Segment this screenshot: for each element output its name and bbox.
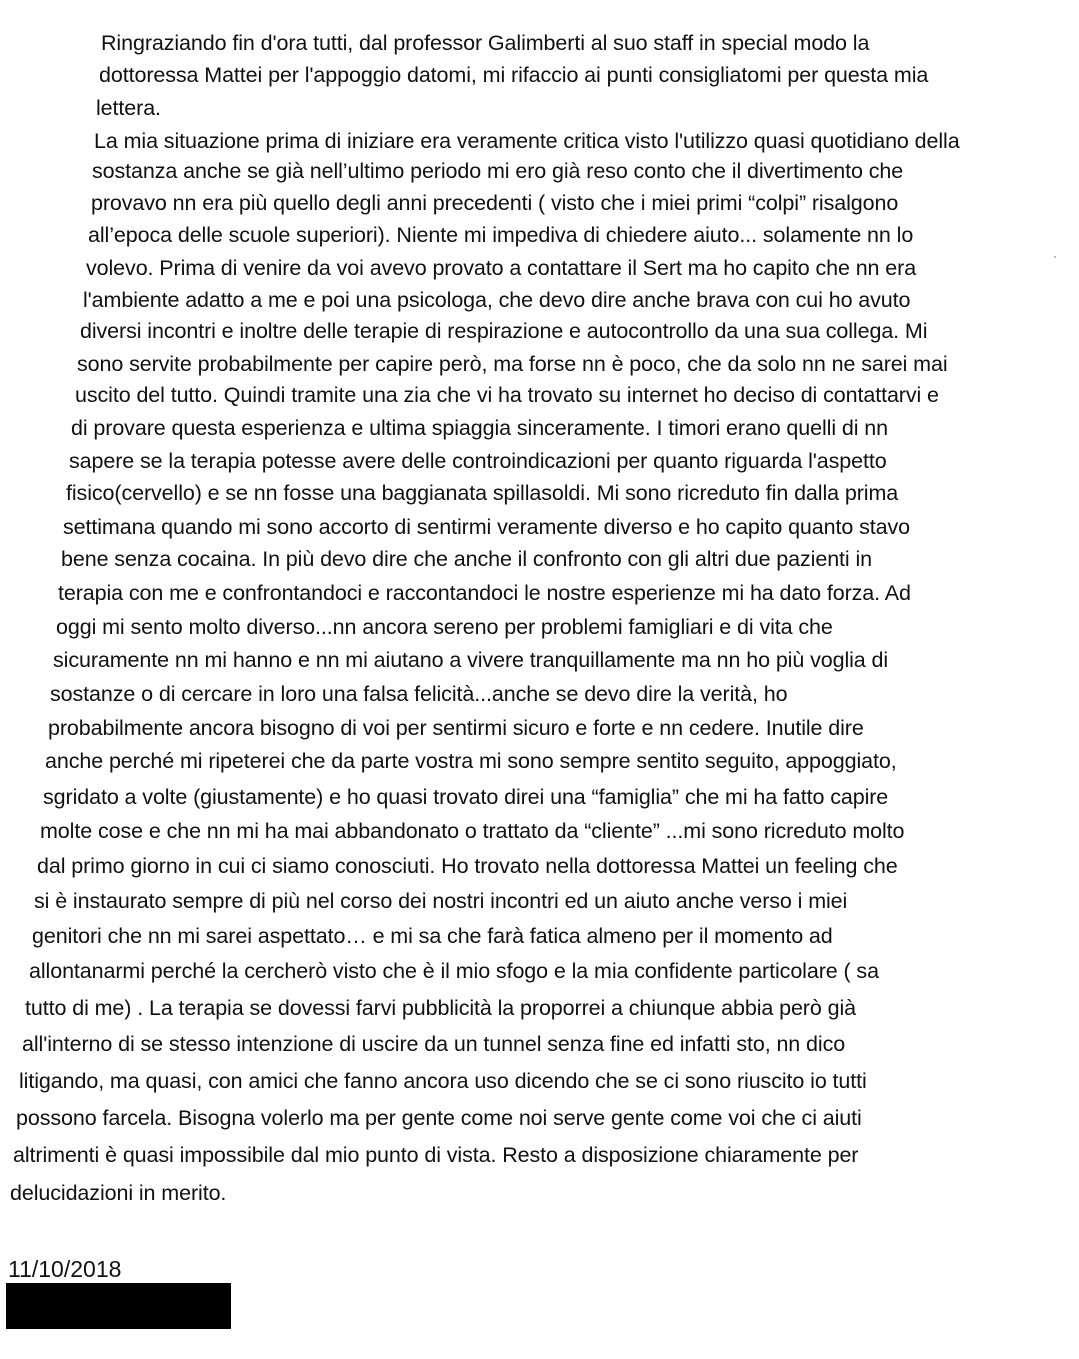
letter-line: probabilmente ancora bisogno di voi per sentirmi sicuro e forte e nn cedere. Inutile dire [48, 716, 864, 740]
letter-line: diversi incontri e inoltre delle terapie di respirazione e autocontrollo da una sua collega. Mi [80, 319, 928, 343]
signature-redaction-bar [6, 1283, 231, 1329]
letter-line: sostanze o di cercare in loro una falsa felicità...anche se devo dire la verità, ho [50, 682, 788, 706]
letter-line: sgridato a volte (giustamente) e ho quasi trovato direi una “famiglia” che mi ha fatto capire [43, 785, 889, 809]
letter-line: tutto di me) . La terapia se dovessi farvi pubblicità la proporrei a chiunque abbia però già [25, 996, 856, 1020]
letter-line: genitori che nn mi sarei aspettato… e mi sa che farà fatica almeno per il momento ad [32, 924, 833, 948]
letter-line: l'ambiente adatto a me e poi una psicologa, che devo dire anche brava con cui ho avuto [83, 288, 911, 312]
letter-line: bene senza cocaina. In più devo dire che anche il confronto con gli altri due pazienti in [61, 547, 873, 571]
letter-line: si è instaurato sempre di più nel corso dei nostri incontri ed un aiuto anche verso i miei [34, 889, 848, 913]
letter-line: lettera. [96, 96, 161, 120]
scan-speck [1054, 256, 1056, 258]
letter-date: 11/10/2018 [8, 1256, 122, 1282]
letter-line: sapere se la terapia potesse avere delle controindicazioni per quanto riguarda l'aspetto [69, 449, 887, 473]
letter-line: terapia con me e confrontandoci e raccontandoci le nostre esperienze mi ha dato forza. Ad [58, 581, 911, 605]
letter-line: provavo nn era più quello degli anni precedenti ( visto che i miei primi “colpi” risalgono [91, 191, 899, 215]
letter-line: dottoressa Mattei per l'appoggio datomi, mi rifaccio ai punti consigliatomi per questa mia [99, 63, 929, 87]
letter-line: all’epoca delle scuole superiori). Niente mi impediva di chiedere aiuto... solamente nn lo [88, 223, 914, 247]
letter-line: possono farcela. Bisogna volerlo ma per gente come noi serve gente come voi che ci aiuti [16, 1106, 862, 1130]
letter-line: Ringraziando fin d'ora tutti, dal professor Galimberti al suo staff in special modo la [101, 31, 870, 55]
letter-line: molte cose e che nn mi ha mai abbandonato o trattato da “cliente” ...mi sono ricreduto molto [40, 819, 905, 843]
letter-line: delucidazioni in merito. [10, 1181, 227, 1205]
letter-line: litigando, ma quasi, con amici che fanno ancora uso dicendo che se ci sono riuscito io tutti [19, 1069, 867, 1093]
letter-line: sicuramente nn mi hanno e nn mi aiutano a vivere tranquillamente ma nn ho più voglia di [53, 648, 889, 672]
letter-line: anche perché mi ripeterei che da parte vostra mi sono sempre sentito seguito, appoggiato, [45, 749, 897, 773]
letter-line: uscito del tutto. Quindi tramite una zia che vi ha trovato su internet ho deciso di contattarvi e [75, 383, 939, 407]
letter-line: volevo. Prima di venire da voi avevo provato a contattare il Sert ma ho capito che nn era [86, 256, 917, 280]
letter-line: di provare questa esperienza e ultima spiaggia sinceramente. I timori erano quelli di nn [71, 416, 889, 440]
letter-line: sostanza anche se già nell’ultimo periodo mi ero già reso conto che il divertimento che [92, 159, 904, 183]
letter-line: all'interno di se stesso intenzione di uscire da un tunnel senza fine ed infatti sto, nn dico [22, 1032, 846, 1056]
letter-line: dal primo giorno in cui ci siamo conosciuti. Ho trovato nella dottoressa Mattei un feeling che [37, 854, 898, 878]
letter-line: allontanarmi perché la cercherò visto che è il mio sfogo e la mia confidente particolare ( sa [29, 959, 879, 983]
letter-line: fisico(cervello) e se nn fosse una baggianata spillasoldi. Mi sono ricreduto fin dalla prima [66, 481, 899, 505]
letter-line: altrimenti è quasi impossibile dal mio punto di vista. Resto a disposizione chiaramente per [13, 1143, 859, 1167]
letter-line: oggi mi sento molto diverso...nn ancora sereno per problemi famigliari e di vita che [56, 615, 833, 639]
letter-line: sono servite probabilmente per capire però, ma forse nn è poco, che da solo nn ne sarei mai [77, 352, 948, 376]
letter-line: settimana quando mi sono accorto di sentirmi veramente diverso e ho capito quanto stavo [63, 515, 910, 539]
letter-line: La mia situazione prima di iniziare era veramente critica visto l'utilizzo quasi quotidiano della [94, 129, 960, 153]
